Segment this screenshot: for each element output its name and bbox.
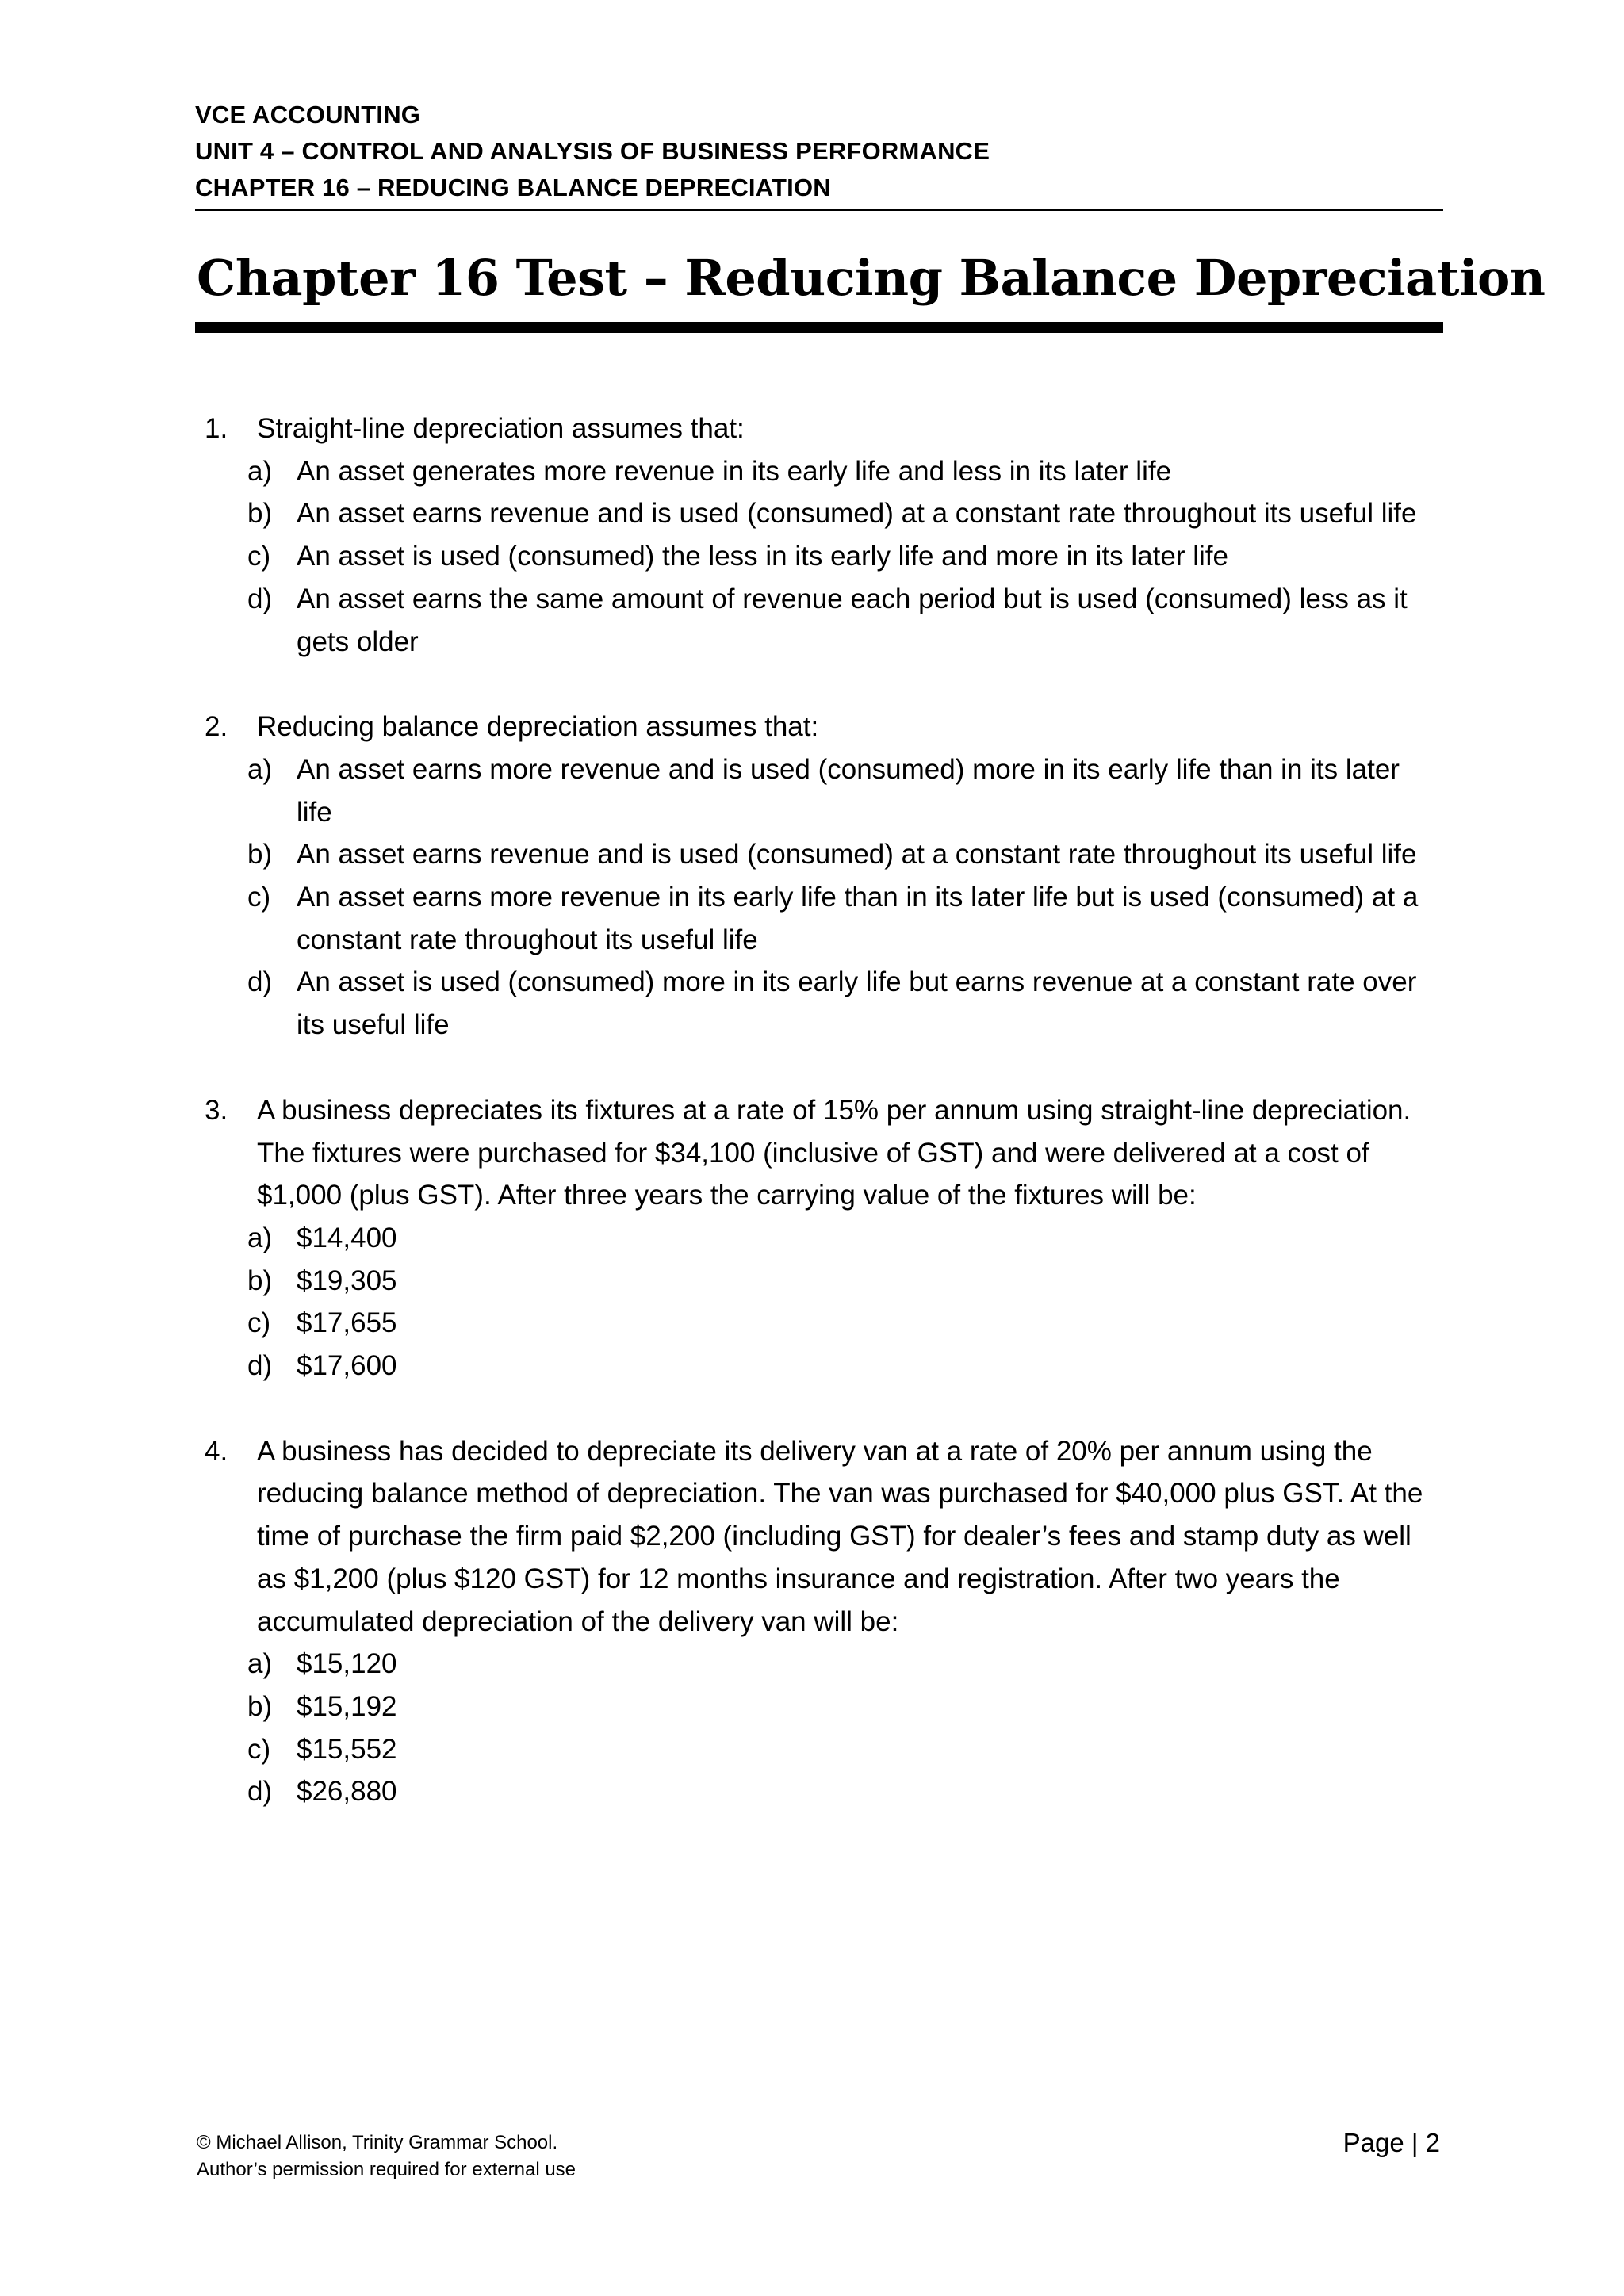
question-text: A business has decided to depreciate its delivery van at a rate of 20% per annum using the reducing balance method of depreciation. The van was purchased for $40,000 plus GST. At the time of purchase the firm paid $2,200 (including GST) for dealer’s fees and stamp duty as well as $1,200 (plus $120 GST) for 12 months insurance and registration. After two years the accumulated depreciation of the delivery van will be: bbox=[257, 1435, 1423, 1637]
option-text: An asset earns revenue and is used (consumed) at a constant rate throughout its useful life bbox=[297, 498, 1417, 530]
answer-option bbox=[205, 450, 1443, 493]
option-text: $14,400 bbox=[297, 1222, 397, 1253]
option-letter: b) bbox=[247, 498, 273, 530]
header-divider bbox=[195, 209, 1443, 211]
option-letter: c) bbox=[247, 1733, 271, 1765]
question-1 bbox=[205, 408, 1443, 663]
answer-option bbox=[205, 1643, 1443, 1686]
footer-permission: Author’s permission required for external use bbox=[197, 2159, 576, 2180]
option-letter: d) bbox=[247, 1350, 273, 1382]
option-text: $17,655 bbox=[297, 1307, 397, 1339]
question-number: 2. bbox=[205, 711, 228, 743]
question-number: 4. bbox=[205, 1435, 228, 1467]
option-text: An asset is used (consumed) more in its early life but earns revenue at a constant rate over its useful life bbox=[297, 966, 1417, 1041]
answer-option bbox=[205, 876, 1443, 961]
question-number: 3. bbox=[205, 1094, 228, 1126]
option-letter: a) bbox=[247, 1222, 273, 1253]
answer-option bbox=[205, 1770, 1443, 1813]
option-text: $19,305 bbox=[297, 1265, 397, 1296]
option-letter: d) bbox=[247, 583, 273, 614]
option-text: An asset earns revenue and is used (consumed) at a constant rate throughout its useful life bbox=[297, 839, 1417, 871]
question-text: Reducing balance depreciation assumes that: bbox=[257, 711, 819, 743]
answer-option bbox=[205, 833, 1443, 876]
page-title: Chapter 16 Test – Reducing Balance Depreciation bbox=[197, 249, 1545, 307]
question-text: A business depreciates its fixtures at a rate of 15% per annum using straight-line depreciation. The fixtures were purchased for $34,100 (inclusive of GST) and were delivered at a cost of $1,000 (plus GST). After three years the carrying value of the fixtures will be: bbox=[257, 1094, 1411, 1211]
option-text: $15,120 bbox=[297, 1648, 397, 1680]
option-text: $17,600 bbox=[297, 1350, 397, 1382]
option-text: An asset earns more revenue in its early life than in its later life but is used (consumed) at a constant rate throughout its useful life bbox=[297, 882, 1419, 955]
answer-option bbox=[205, 492, 1443, 535]
answer-option bbox=[205, 961, 1443, 1046]
answer-option bbox=[205, 1217, 1443, 1260]
option-letter: c) bbox=[247, 541, 271, 572]
answer-option bbox=[205, 1345, 1443, 1387]
option-text: An asset is used (consumed) the less in its early life and more in its later life bbox=[297, 541, 1228, 572]
option-letter: a) bbox=[247, 753, 273, 785]
option-letter: b) bbox=[247, 839, 273, 871]
question-2 bbox=[205, 706, 1443, 1047]
question-3 bbox=[205, 1089, 1443, 1387]
footer-copyright: © Michael Allison, Trinity Grammar School. bbox=[197, 2132, 558, 2153]
option-text: An asset earns more revenue and is used (consumed) more in its early life than in its later life bbox=[297, 753, 1400, 828]
title-divider bbox=[195, 322, 1443, 333]
answer-option bbox=[205, 1728, 1443, 1771]
option-letter: b) bbox=[247, 1690, 273, 1722]
answer-option bbox=[205, 748, 1443, 833]
page-number: Page | 2 bbox=[1342, 2128, 1440, 2157]
option-letter: c) bbox=[247, 1307, 271, 1339]
option-text: An asset earns the same amount of revenue each period but is used (consumed) less as it gets older bbox=[297, 583, 1408, 657]
header-chapter: CHAPTER 16 – REDUCING BALANCE DEPRECIATION bbox=[195, 174, 831, 201]
answer-option bbox=[205, 1686, 1443, 1728]
page-footer bbox=[197, 2130, 576, 2183]
option-letter: a) bbox=[247, 1648, 273, 1680]
answer-option bbox=[205, 535, 1443, 578]
option-letter: d) bbox=[247, 1776, 273, 1808]
answer-option bbox=[205, 1260, 1443, 1303]
question-number: 1. bbox=[205, 413, 228, 444]
option-text: $15,552 bbox=[297, 1733, 397, 1765]
question-list bbox=[205, 408, 1443, 1856]
option-letter: a) bbox=[247, 455, 273, 487]
option-letter: c) bbox=[247, 882, 271, 913]
header-subject: VCE ACCOUNTING bbox=[195, 101, 421, 128]
option-text: $15,192 bbox=[297, 1690, 397, 1722]
option-text: $26,880 bbox=[297, 1776, 397, 1808]
question-4 bbox=[205, 1430, 1443, 1813]
option-letter: b) bbox=[247, 1265, 273, 1296]
header-unit: UNIT 4 – CONTROL AND ANALYSIS OF BUSINESS PERFORMANCE bbox=[195, 137, 990, 165]
answer-option bbox=[205, 578, 1443, 663]
answer-option bbox=[205, 1302, 1443, 1345]
option-text: An asset generates more revenue in its early life and less in its later life bbox=[297, 455, 1172, 487]
question-text: Straight-line depreciation assumes that: bbox=[257, 413, 745, 444]
option-letter: d) bbox=[247, 966, 273, 998]
page-header bbox=[195, 97, 1443, 206]
